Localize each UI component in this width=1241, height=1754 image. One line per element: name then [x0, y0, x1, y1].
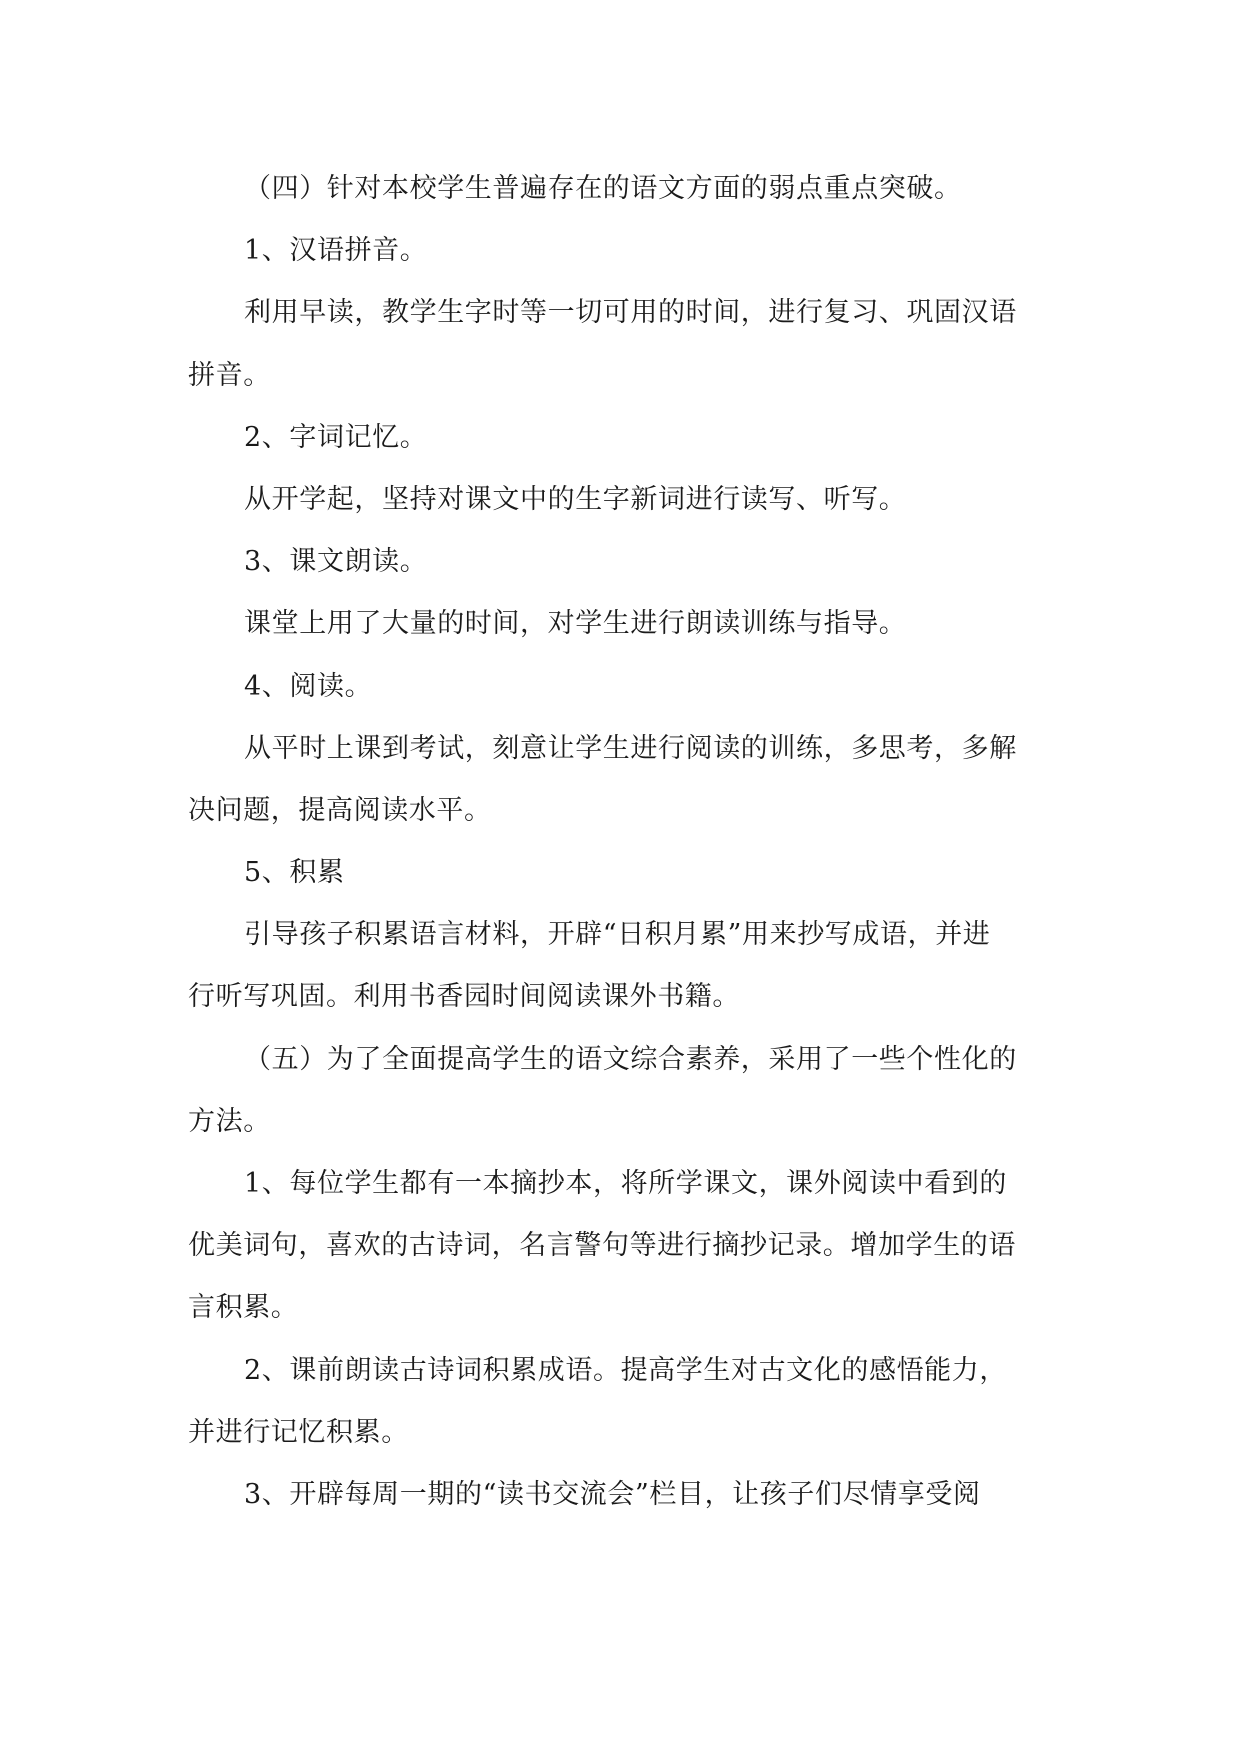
item-heading-accumulation: 5、积累 — [244, 857, 345, 889]
paragraph-line: 3、开辟每周一期的“读书交流会”栏目，让孩子们尽情享受阅 — [244, 1478, 981, 1510]
item-heading-reading-aloud: 3、课文朗读。 — [244, 546, 428, 578]
section-heading-5: （五）为了全面提高学生的语文综合素养，采用了一些个性化的 — [244, 1043, 1017, 1075]
paragraph-line: 1、每位学生都有一本摘抄本，将所学课文，课外阅读中看到的 — [244, 1168, 1007, 1199]
paragraph-line: 决问题，提高阅读水平。 — [188, 794, 492, 826]
paragraph-line: 优美词句，喜欢的古诗词，名言警句等进行摘抄记录。增加学生的语 — [188, 1230, 1016, 1262]
item-heading-pinyin: 1、汉语拼音。 — [244, 235, 428, 267]
paragraph-line: 拼音。 — [188, 359, 271, 391]
item-heading-reading: 4、阅读。 — [244, 670, 373, 702]
paragraph-line: 利用早读，教学生字时等一切可用的时间，进行复习、巩固汉语 — [244, 297, 1017, 329]
paragraph-line: 言积累。 — [188, 1292, 299, 1324]
paragraph-line: 从平时上课到考试，刻意让学生进行阅读的训练，多思考，多解 — [244, 732, 1017, 764]
document-body — [188, 158, 1054, 1526]
item-heading-vocabulary: 2、字词记忆。 — [244, 421, 428, 453]
paragraph-line: 课堂上用了大量的时间，对学生进行朗读训练与指导。 — [244, 608, 907, 640]
paragraph-line: 2、课前朗读古诗词积累成语。提高学生对古文化的感悟能力， — [244, 1354, 1007, 1386]
section-heading-4: （四）针对本校学生普遍存在的语文方面的弱点重点突破。 — [244, 173, 962, 204]
paragraph-line: 并进行记忆积累。 — [188, 1416, 409, 1448]
paragraph-line: 从开学起，坚持对课文中的生字新词进行读写、听写。 — [244, 483, 907, 515]
paragraph-line: 行听写巩固。利用书香园时间阅读课外书籍。 — [188, 981, 740, 1013]
paragraph-line: 方法。 — [188, 1105, 271, 1137]
paragraph-line: 引导孩子积累语言材料，开辟“日积月累”用来抄写成语，并进 — [244, 919, 991, 951]
